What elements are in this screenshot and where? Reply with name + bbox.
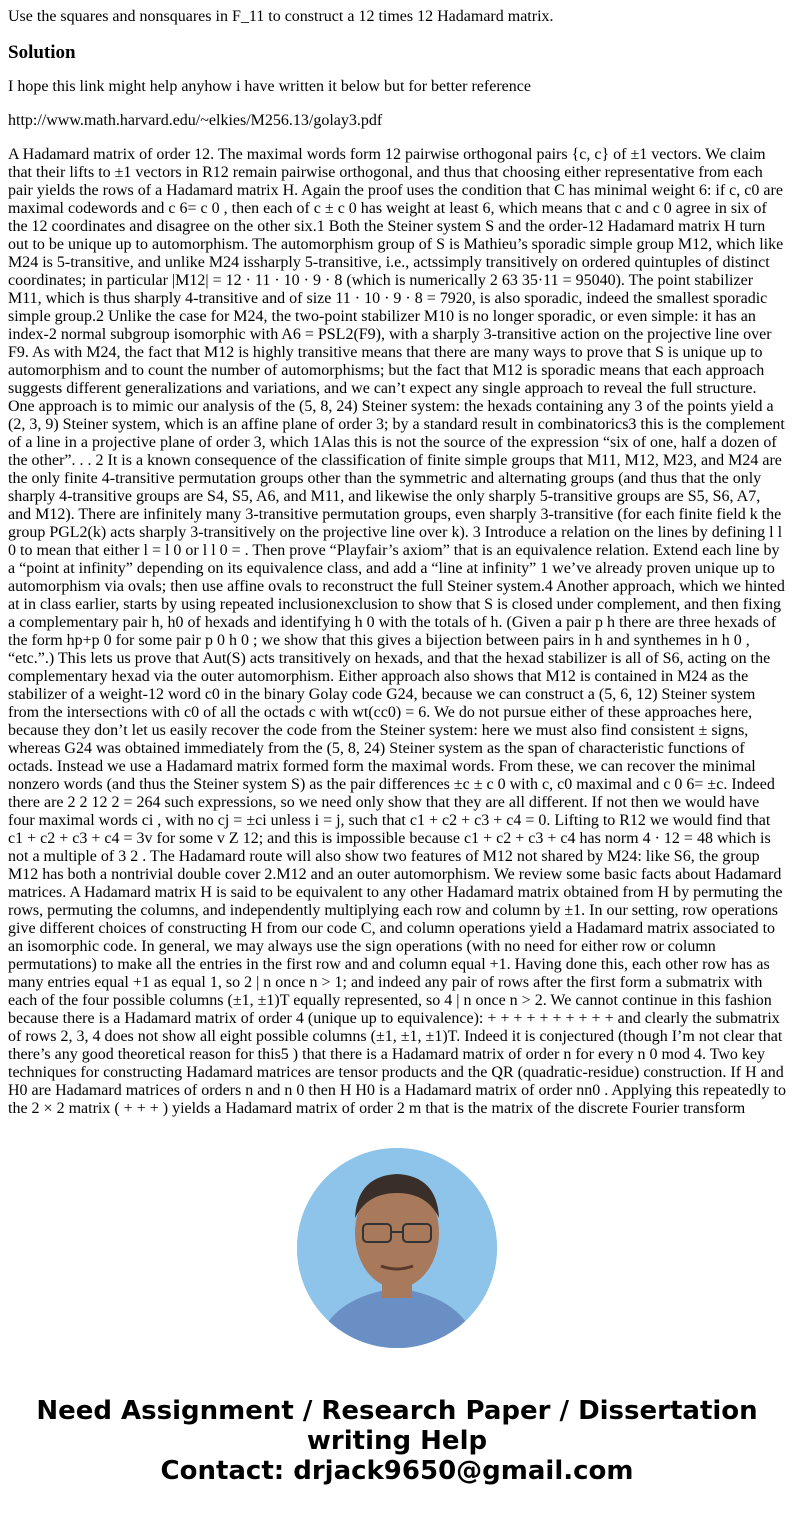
reference-link[interactable]: http://www.math.harvard.edu/~elkies/M256.13/golay3.pdf: [8, 112, 383, 129]
footer-banner: [8, 1396, 786, 1486]
footer-line-1: Need Assignment / Research Paper / Dissertation writing Help: [36, 1396, 758, 1456]
question-text: Use the squares and nonsquares in F_11 to construct a 12 times 12 Hadamard matrix.: [8, 8, 554, 25]
solution-heading: Solution: [8, 42, 76, 63]
author-photo-container: [8, 1148, 786, 1348]
footer-contact: Contact: drjack9650@gmail.com: [160, 1456, 634, 1486]
intro-text: I hope this link might help anyhow i have written it below but for better reference: [8, 78, 531, 95]
author-photo: [297, 1148, 497, 1348]
person-portrait-icon: [297, 1148, 497, 1348]
solution-body: A Hadamard matrix of order 12. The maximal words form 12 pairwise orthogonal pairs {c, c} of ±1 vectors. We claim that their lifts to ±1 vectors in R12 remain pairwise orthogonal, and thus that choosing either representative from each pair yields the rows of a Hadamard matrix H. Again the proof uses the condition that C has minimal weight 6: if c, c0 are maximal codewords and c 6= c 0 , then each of c ± c 0 has weight at least 6, which means that c and c 0 agree in six of the 12 coordinates and disagree on the other six.1 Both the Steiner system S and the order-12 Hadamard matrix H turn out to be unique up to automorphism. The automorphism group of S is Mathieu’s sporadic simple group M12, which like M24 is 5-transitive, and unlike M24 issharply 5-transitive, i.e., actssimply transitively on ordered quintuples of distinct coordinates; in particular |M12| = 12 · 11 · 10 · 9 · 8 (which is numerically 2 63 35·11 = 95040). The point stabilizer M11, which is thus sharply 4-transitive and of size 11 · 10 · 9 · 8 = 7920, is also sporadic, indeed the smallest sporadic simple group.2 Unlike the case for M24, the two-point stabilizer M10 is no longer sporadic, or even simple: it has an index-2 normal subgroup isomorphic with A6 = PSL2(F9), with a sharply 3-transitive action on the projective line over F9. As with M24, the fact that M12 is highly transitive means that there are many ways to prove that S is unique up to automorphism and to count the number of automorphisms; but the fact that M12 is sporadic means that each approach suggests different generalizations and variations, and we can’t expect any single approach to reveal the full structure. One approach is to mimic our analysis of the (5, 8, 24) Steiner system: the hexads containing any 3 of the points yield a (2, 3, 9) Steiner system, which is an affine plane of order 3; by a standard result in combinatorics3 this is the complement of a line in a projective plane of order 3, which 1Alas this is not the source of the expression “six of one, half a dozen of the other”. . . 2 It is a known consequence of the classification of finite simple groups that M11, M12, M23, and M24 are the only finite 4-transitive permutation groups other than the symmetric and alternating groups (and thus that the only sharply 4-transitive groups are S4, S5, A6, and M11, and likewise the only sharply 5-transitive groups are S5, S6, A7, and M12). There are infinitely many 3-transitive permutation groups, even sharply 3-transitive (for each finite field k the group PGL2(k) acts sharply 3-transitively on the projective line over k). 3 Introduce a relation on the lines by defining l l 0 to mean that either l = l 0 or l l 0 = . Then prove “Playfair’s axiom” that is an equivalence relation. Extend each line by a “point at infinity” depending on its equivalence class, and add a “line at infinity” 1 we’ve already proven unique up to automorphism via ovals; then use affine ovals to reconstruct the full Steiner system.4 Another approach, which we hinted at in class earlier, starts by using repeated inclusionexclusion to show that S is closed under complement, and then fixing a complementary pair h, h0 of hexads and identifying h 0 with the totals of h. (Given a pair p h there are three hexads of the form hp+p 0 for some pair p 0 h 0 ; we show that this gives a bijection between pairs in h and synthemes in h 0 , “etc.”.) This lets us prove that Aut(S) acts transitively on hexads, and that the hexad stabilizer is all of S6, acting on the complementary hexad via the outer automorphism. Either approach also shows that M12 is contained in M24 as the stabilizer of a weight-12 word c0 in the binary Golay code G24, because we can construct a (5, 6, 12) Steiner system from the intersections with c0 of all the octads c with wt(cc0) = 6. We do not pursue either of these approaches here, because they don’t let us easily recover the code from the Steiner system: here we must also find consistent ± signs, whereas G24 was obtained immediately from the (5, 8, 24) Steiner system as the span of characteristic functions of octads. Instead we use a Hadamard matrix formed form the maximal words. From these, we can recover the minimal nonzero words (and thus the Steiner system S) as the pair differences ±c ± c 0 with c, c0 maximal and c 0 6= ±c. Indeed there are 2 2 12 2 = 264 such expressions, so we need only show that they are all different. If not then we would have four maximal words ci , with no cj = ±ci unless i = j, such that c1 + c2 + c3 + c4 = 0. Lifting to R12 we would find that c1 + c2 + c3 + c4 = 3v for some v Z 12; and this is impossible because c1 + c2 + c3 + c4 has norm 4 · 12 = 48 which is not a multiple of 3 2 . The Hadamard route will also show two features of M12 not shared by M24: like S6, the group M12 has both a nontrivial double cover 2.M12 and an outer automorphism. We review some basic facts about Hadamard matrices. A Hadamard matrix H is said to be equivalent to any other Hadamard matrix obtained from H by permuting the rows, permuting the columns, and independently multiplying each row and column by ±1. In our setting, row operations give different choices of constructing H from our code C, and column operations yield a Hadamard matrix associated to an isomorphic code. In general, we may always use the sign operations (with no need for either row or column permutations) to make all the entries in the first row and and column equal +1. Having done this, each other row has as many entries equal +1 as equal 1, so 2 | n once n > 1; and indeed any pair of rows after the first form a submatrix with each of the four possible columns (±1, ±1)T equally represented, so 4 | n once n > 2. We cannot continue in this fashion because there is a Hadamard matrix of order 4 (unique up to equivalence): + + + + + + + + + + and clearly the submatrix of rows 2, 3, 4 does not show all eight possible columns (±1, ±1, ±1)T. Indeed it is conjectured (though I’m not clear that there’s any good theoretical reason for this5 ) that there is a Hadamard matrix of order n for every n 0 mod 4. Two key techniques for constructing Hadamard matrices are tensor products and the QR (quadratic-residue) construction. If H and H0 are Hadamard matrices of orders n and n 0 then H H0 is a Hadamard matrix of order nn0 . Applying this repeatedly to the 2 × 2 matrix ( + + + ) yields a Hadamard matrix of order 2 m that is the matrix of the discrete Fourier transform: [8, 146, 786, 1117]
